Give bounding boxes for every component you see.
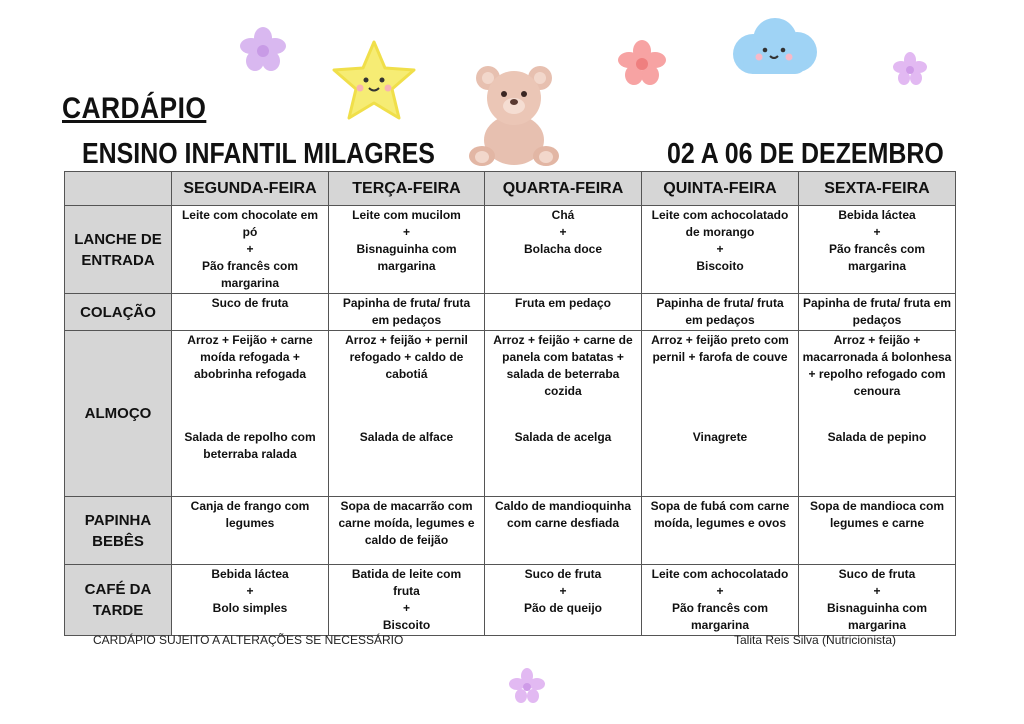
menu-item-line: Batida de leite com — [351, 567, 462, 581]
flower-icon — [232, 27, 294, 71]
menu-cell — [172, 565, 329, 636]
menu-item-line: Biscoito — [696, 259, 744, 273]
menu-item-line: + repolho refogado com — [808, 367, 946, 381]
menu-item-line: + — [716, 242, 724, 256]
day-header: SEGUNDA-FEIRA — [172, 172, 329, 206]
spacer — [332, 383, 481, 429]
table-corner-cell — [65, 172, 172, 206]
meal-label-line: TARDE — [92, 602, 144, 619]
menu-cell — [172, 206, 329, 294]
meal-label — [65, 331, 172, 497]
menu-cell — [329, 497, 485, 565]
menu-item-line: Suco de fruta — [524, 567, 602, 581]
menu-cell — [329, 565, 485, 636]
menu-item-line: com carne desfiada — [506, 516, 620, 530]
meal-label-line: PAPINHA — [84, 511, 152, 529]
meal-label — [65, 497, 172, 565]
date-range: 02 A 06 DE DEZEMBRO — [667, 138, 944, 170]
meal-label — [65, 294, 172, 331]
menu-item-line: moída, legumes e ovos — [653, 516, 787, 530]
menu-cell — [642, 206, 799, 294]
menu-item-line: Leite com achocolatado — [651, 208, 789, 222]
menu-item-line: Chá — [551, 208, 575, 222]
meal-label-line: ALMOÇO — [84, 405, 152, 422]
menu-item-line: Arroz + feijão + — [833, 333, 921, 347]
spacer — [488, 400, 638, 429]
school-name: ENSINO INFANTIL MILAGRES — [82, 138, 435, 170]
menu-cell — [799, 565, 956, 636]
meal-label-line: BEBÊS — [92, 532, 144, 550]
menu-item-line: + — [246, 584, 254, 598]
row-cafe-da-tarde — [65, 565, 956, 636]
menu-cell — [329, 331, 485, 497]
day-header: QUARTA-FEIRA — [485, 172, 642, 206]
menu-item-line: caldo de feijão — [364, 533, 449, 547]
menu-item-line: Salada de alface — [359, 430, 454, 444]
meal-label-line: ENTRADA — [81, 251, 155, 269]
row-lanche-de-entrada — [65, 206, 956, 294]
menu-table — [64, 171, 956, 636]
menu-cell — [642, 294, 799, 331]
menu-item-line: Vinagrete — [692, 430, 748, 444]
meal-label-line: LANCHE DE — [74, 230, 162, 248]
menu-item-line: Fruta em pedaço — [514, 296, 612, 310]
menu-item-line: Pão francês com — [201, 259, 299, 273]
menu-item-line: Arroz + feijão preto com — [651, 333, 789, 347]
day-header: SEXTA-FEIRA — [799, 172, 956, 206]
menu-cell — [485, 331, 642, 497]
menu-cell — [485, 294, 642, 331]
menu-item-line: abobrinha refogada — [193, 367, 306, 381]
menu-cell — [799, 331, 956, 497]
row-papinha-bebes — [65, 497, 956, 565]
menu-item-line: cenoura — [853, 384, 901, 398]
menu-item-line: panela com batatas + — [502, 350, 624, 364]
menu-item-line: pedaços — [852, 313, 902, 327]
menu-item-line: Pão francês com — [671, 601, 769, 615]
menu-item-line: margarina — [847, 259, 907, 273]
menu-item-line: moída refogada + — [200, 350, 300, 364]
menu-item-line: Salada de acelga — [514, 430, 612, 444]
menu-item-line: + — [873, 584, 881, 598]
menu-item-line: salada de beterraba — [506, 367, 620, 381]
menu-item-line: Caldo de mandioquinha — [494, 499, 631, 513]
menu-item-line: margarina — [220, 276, 280, 290]
menu-item-line: + — [402, 225, 410, 239]
menu-item-line: Bebida láctea — [211, 567, 289, 581]
menu-item-line: Leite com mucilom — [352, 208, 461, 222]
menu-item-line: Bebida láctea — [838, 208, 916, 222]
menu-item-line: fruta — [393, 584, 420, 598]
star-icon — [330, 38, 418, 124]
menu-item-line: Sopa de fubá com carne — [650, 499, 790, 513]
menu-item-line: Biscoito — [382, 618, 431, 632]
menu-item-line: Salada de repolho com — [184, 430, 316, 444]
menu-item-line: Bisnaguinha com — [826, 601, 927, 615]
menu-cell — [172, 331, 329, 497]
menu-cell — [485, 565, 642, 636]
footer-note: CARDÁPIO SUJEITO A ALTERAÇÕES SE NECESSÁRIO — [93, 633, 404, 647]
menu-item-line: Sopa de mandioca com — [809, 499, 945, 513]
menu-item-line: Suco de fruta — [211, 296, 289, 310]
flower-icon — [508, 668, 546, 704]
menu-item-line: de morango — [685, 225, 755, 239]
menu-item-line: Arroz + feijão + pernil — [345, 333, 468, 347]
menu-item-line: Suco de fruta — [838, 567, 916, 581]
menu-item-line: legumes — [225, 516, 275, 530]
footer-author: Talita Reis Silva (Nutricionista) — [734, 633, 897, 647]
menu-cell — [172, 497, 329, 565]
menu-cell — [329, 206, 485, 294]
cloud-icon — [725, 12, 823, 84]
menu-item-line: legumes e carne — [829, 516, 925, 530]
meal-label-line: CAFÉ DA — [84, 581, 152, 598]
menu-cell — [172, 294, 329, 331]
meal-label — [65, 206, 172, 294]
menu-item-line: Pão francês com — [828, 242, 926, 256]
day-header: QUINTA-FEIRA — [642, 172, 799, 206]
teddy-bear-icon — [466, 60, 562, 168]
menu-cell — [642, 331, 799, 497]
menu-item-line: carne moída, legumes e — [338, 516, 475, 530]
spacer — [802, 400, 952, 429]
menu-item-line: Pão de queijo — [523, 601, 602, 615]
menu-item-line: refogado + caldo de — [349, 350, 464, 364]
menu-item-line: Leite com achocolatado — [651, 567, 789, 581]
menu-item-line: + — [873, 225, 881, 239]
row-colacao — [65, 294, 956, 331]
page-title: CARDÁPIO — [62, 92, 207, 125]
menu-item-line: Sopa de macarrão com — [340, 499, 473, 513]
menu-item-line: + — [246, 242, 254, 256]
menu-item-line: em pedaços — [371, 313, 442, 327]
menu-item-line: Arroz + feijão + carne de — [493, 333, 633, 347]
menu-item-line: Canja de frango com — [190, 499, 310, 513]
menu-cell — [485, 497, 642, 565]
menu-item-line: + — [402, 601, 410, 615]
spacer — [645, 366, 795, 429]
flower-icon — [892, 52, 928, 86]
table-header-row — [65, 172, 956, 206]
menu-item-line: Salada de pepino — [827, 430, 927, 444]
menu-item-line: Papinha de fruta/ fruta — [656, 296, 784, 310]
spacer — [175, 383, 325, 429]
menu-item-line: Bolacha doce — [523, 242, 603, 256]
row-almoco — [65, 331, 956, 497]
menu-item-line: pernil + farofa de couve — [652, 350, 788, 364]
menu-cell — [642, 497, 799, 565]
menu-item-line: margarina — [847, 618, 907, 632]
menu-item-line: Papinha de fruta/ fruta em — [802, 296, 952, 310]
menu-item-line: + — [559, 584, 567, 598]
menu-item-line: cozida — [544, 384, 582, 398]
menu-cell — [329, 294, 485, 331]
menu-cell — [642, 565, 799, 636]
menu-item-line: Leite com chocolate em — [181, 208, 319, 222]
menu-cell — [799, 294, 956, 331]
meal-label-line: COLAÇÃO — [80, 303, 156, 321]
menu-item-line: margarina — [690, 618, 750, 632]
menu-item-line: + — [716, 584, 724, 598]
menu-item-line: Bisnaguinha com — [356, 242, 457, 256]
menu-item-line: Arroz + Feijão + carne — [187, 333, 313, 347]
menu-item-line: Bolo simples — [212, 601, 288, 615]
menu-item-line: margarina — [377, 259, 436, 273]
menu-item-line: cabotiá — [385, 367, 428, 381]
menu-cell — [799, 206, 956, 294]
menu-item-line: em pedaços — [685, 313, 755, 327]
menu-item-line: pó — [242, 225, 258, 239]
menu-item-line: + — [559, 225, 567, 239]
menu-cell — [799, 497, 956, 565]
flower-icon — [612, 40, 672, 86]
day-header: TERÇA-FEIRA — [329, 172, 485, 206]
menu-item-line: Papinha de fruta/ fruta — [342, 296, 471, 310]
menu-item-line: beterraba ralada — [203, 447, 297, 461]
menu-cell — [485, 206, 642, 294]
menu-item-line: macarronada á bolonhesa — [802, 350, 952, 364]
meal-label — [65, 565, 172, 636]
